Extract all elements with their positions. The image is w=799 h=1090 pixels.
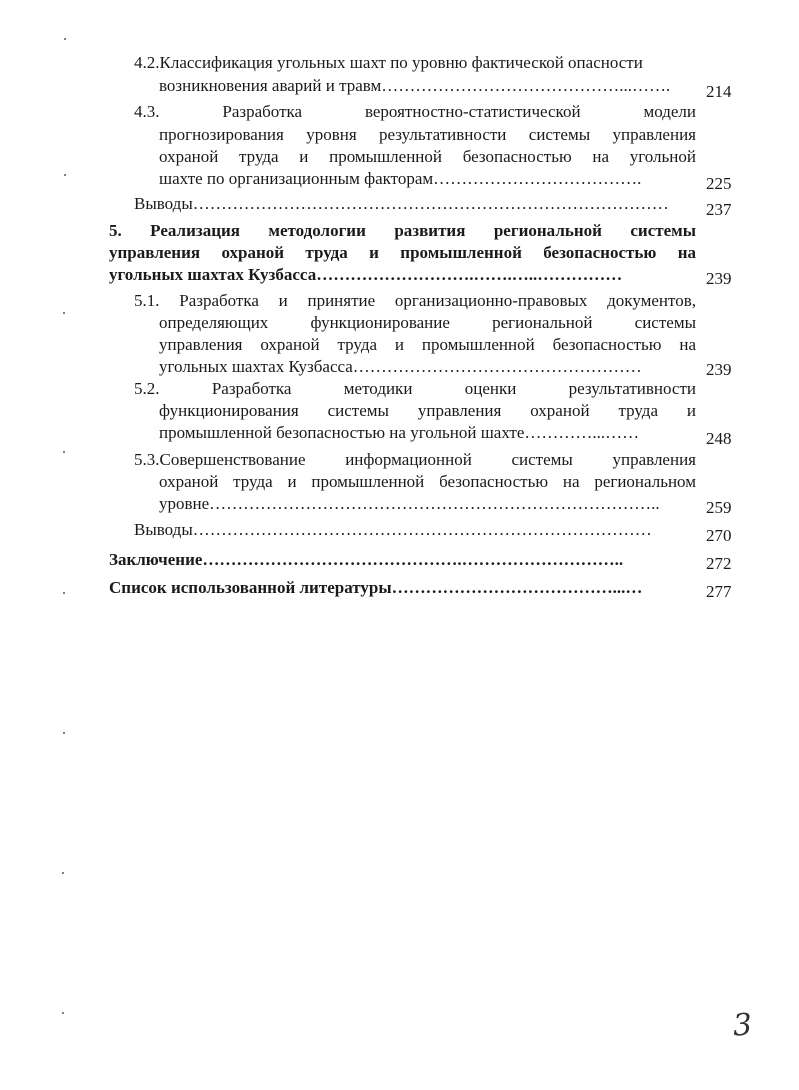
toc-entry-5-1-line-4: угольных шахтах Кузбасса…………………………………………… bbox=[159, 357, 642, 376]
scan-speck bbox=[62, 1012, 64, 1014]
toc-entry-5-2-line-1: 5.2. Разработка методики оценки результативности bbox=[134, 379, 696, 398]
toc-entry-conclusions-5: Выводы……………………………………………………………………… bbox=[134, 520, 652, 539]
toc-chapter-5-line-3: угольных шахтах Кузбасса……………………….…….…..…………… bbox=[109, 265, 623, 284]
toc-page-number: 214 bbox=[706, 82, 732, 101]
scan-speck bbox=[63, 451, 65, 453]
scan-speck bbox=[63, 732, 65, 734]
toc-entry-4-2-line-1: 4.2.Классификация угольных шахт по уровню фактической опасности bbox=[134, 53, 643, 72]
toc-chapter-5-line-1: 5. Реализация методологии развития региональной системы bbox=[109, 221, 696, 240]
toc-page-number: 237 bbox=[706, 200, 732, 219]
toc-page-number: 272 bbox=[706, 554, 732, 573]
toc-entry-4-3-line-4: шахте по организационным факторам………………………………. bbox=[159, 169, 642, 188]
scan-speck bbox=[64, 174, 66, 176]
toc-page-number: 248 bbox=[706, 429, 732, 448]
scan-speck bbox=[64, 38, 66, 40]
toc-entry-5-3-line-1: 5.3.Совершенствование информационной системы управления bbox=[134, 450, 696, 469]
toc-entry-conclusions-4: Выводы………………………………………………………………………… bbox=[134, 194, 669, 213]
toc-entry-references: Список использованной литературы…………………………………...… bbox=[109, 578, 643, 597]
toc-chapter-5-line-2: управления охраной труда и промышленной безопасностью на bbox=[109, 243, 696, 262]
toc-entry-5-3-line-2: охраной труда и промышленной безопасностью на региональном bbox=[159, 472, 696, 491]
handwritten-page-number: 3 bbox=[731, 1007, 754, 1044]
toc-entry-5-2-line-2: функционирования системы управления охраной труда и bbox=[159, 401, 696, 420]
toc-entry-4-3-line-3: охраной труда и промышленной безопасностью на угольной bbox=[159, 147, 696, 166]
scan-speck bbox=[63, 592, 65, 594]
scan-speck bbox=[63, 312, 65, 314]
toc-entry-5-3-line-3: уровне…………………………………………………………………….. bbox=[159, 494, 660, 513]
scan-speck bbox=[62, 872, 64, 874]
toc-page-number: 277 bbox=[706, 582, 732, 601]
toc-entry-5-1-line-3: управления охраной труда и промышленной безопасностью на bbox=[159, 335, 696, 354]
toc-entry-5-1-line-1: 5.1. Разработка и принятие организационно-правовых документов, bbox=[134, 291, 696, 310]
toc-page-number: 225 bbox=[706, 174, 732, 193]
toc-entry-4-3-line-1: 4.3. Разработка вероятностно-статистической модели bbox=[134, 102, 696, 121]
toc-entry-5-2-line-3: промышленной безопасностью на угольной шахте…………...…… bbox=[159, 423, 640, 442]
toc-page-number: 270 bbox=[706, 526, 732, 545]
toc-entry-4-2-line-2: возникновения аварий и травм……………………………………...……. bbox=[159, 76, 671, 95]
toc-entry-conclusion: Заключение……………………………………….……………………….. bbox=[109, 550, 624, 569]
toc-entry-5-1-line-2: определяющих функционирование региональной системы bbox=[159, 313, 696, 332]
toc-page-number: 239 bbox=[706, 269, 732, 288]
toc-page-number: 259 bbox=[706, 498, 732, 517]
toc-page-number: 239 bbox=[706, 360, 732, 379]
toc-entry-4-3-line-2: прогнозирования уровня результативности системы управления bbox=[159, 125, 696, 144]
